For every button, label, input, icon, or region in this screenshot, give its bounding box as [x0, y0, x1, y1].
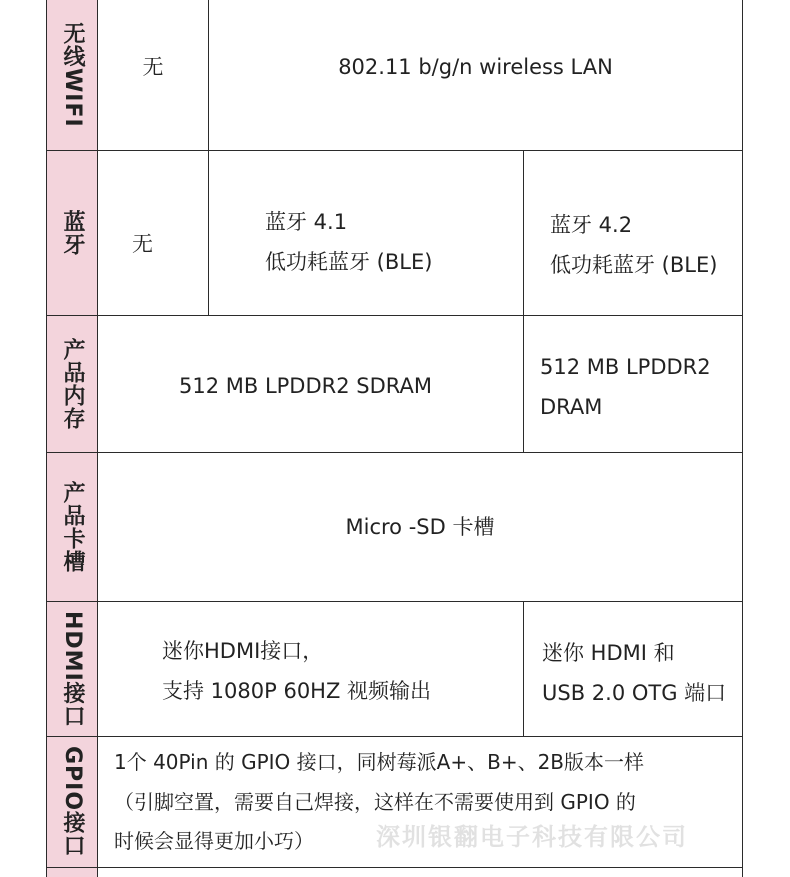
card-slot-col1: Micro -SD 卡槽	[345, 515, 495, 539]
table-border-left	[46, 0, 47, 877]
row-header-memory-label: 产品内存	[60, 338, 85, 430]
row-header-wifi	[47, 0, 97, 150]
gpio-col1-line2: （引脚空置，需要自己焊接，这样在不需要使用到 GPIO 的	[114, 790, 636, 814]
row-header-card-slot	[47, 453, 97, 601]
bluetooth-col2-line1: 蓝牙 4.1	[265, 210, 348, 234]
bluetooth-col3-line2: 低功耗蓝牙 (BLE)	[550, 253, 718, 277]
row-divider	[46, 601, 743, 602]
gpio-col1-line3: 时候会显得更加小巧）	[114, 829, 314, 853]
hdmi-col2-line1: 迷你 HDMI 和	[542, 641, 675, 665]
row-header-card-slot-label: 产品卡槽	[60, 481, 85, 573]
table-border-right	[742, 0, 743, 877]
hdmi-col2-line2: USB 2.0 OTG 端口	[542, 681, 727, 705]
row-divider	[46, 452, 743, 453]
row-header-bluetooth-label: 蓝牙	[60, 210, 85, 256]
wifi-col1: 无	[142, 55, 164, 79]
bluetooth-col2-line2: 低功耗蓝牙 (BLE)	[265, 250, 433, 274]
row-header-memory	[47, 316, 97, 452]
row-header-wifi-label: 无线WIFI	[60, 22, 85, 128]
row-header-gpio-label: GPIO接口	[60, 746, 85, 858]
hdmi-col1-line2: 支持 1080P 60HZ 视频输出	[162, 679, 432, 703]
memory-col1: 512 MB LPDDR2 SDRAM	[178, 374, 432, 398]
bluetooth-col3-line1: 蓝牙 4.2	[550, 213, 633, 237]
bluetooth-col1: 无	[132, 232, 153, 256]
row-header-hdmi	[47, 602, 97, 736]
row-header-bluetooth	[47, 151, 97, 315]
header-divider	[97, 0, 98, 877]
row-divider	[46, 150, 743, 151]
row-header-hdmi-label: HDMI接口	[60, 610, 85, 728]
column-divider	[523, 602, 524, 736]
column-divider	[523, 151, 524, 452]
hdmi-col1-line1: 迷你HDMI接口，	[162, 639, 324, 663]
row-header-gpio	[47, 737, 97, 867]
row-divider	[46, 736, 743, 737]
memory-col2-line1: 512 MB LPDDR2	[540, 355, 711, 379]
row-divider	[46, 867, 743, 868]
memory-col2-line2: DRAM	[540, 395, 603, 419]
row-divider	[46, 315, 743, 316]
gpio-col1-line1: 1个 40Pin 的 GPIO 接口，同树莓派A+、B+、2B版本一样	[114, 750, 645, 774]
wifi-col2: 802.11 b/g/n wireless LAN	[338, 55, 613, 79]
watermark: 深圳银翻电子科技有限公司	[376, 823, 688, 851]
row-header-next	[47, 868, 97, 877]
